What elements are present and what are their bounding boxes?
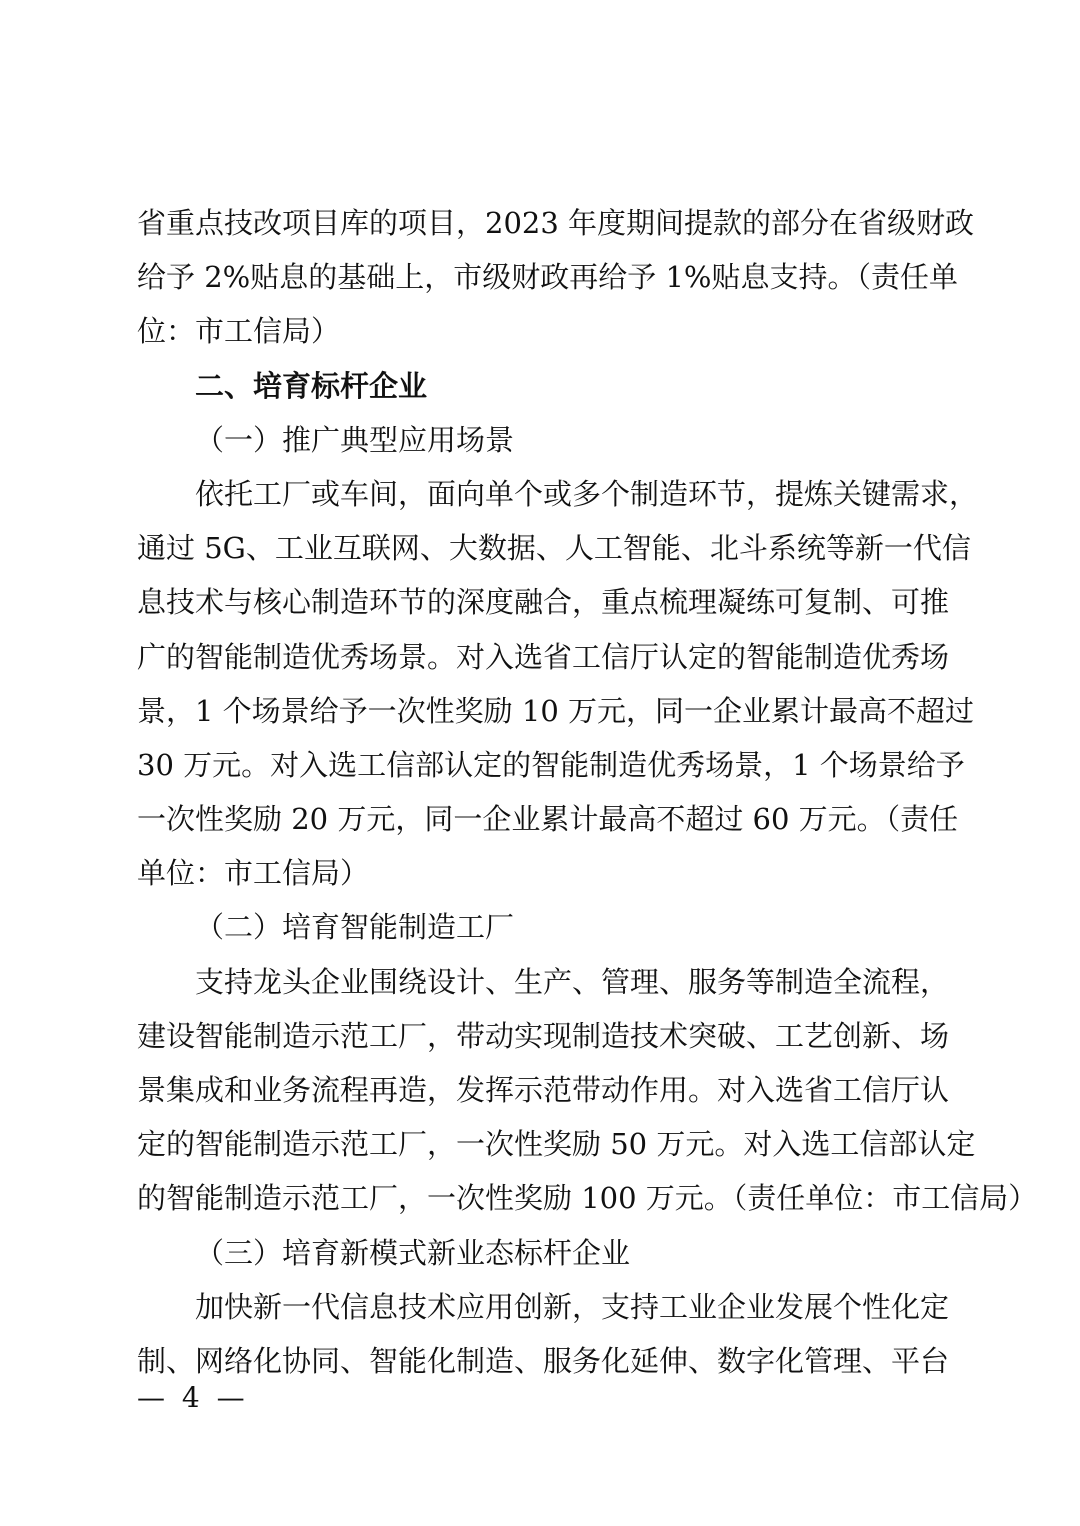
text-line: 依托工厂或车间，面向单个或多个制造环节，提炼关键需求， (195, 476, 979, 511)
text-line: 制、网络化协同、智能化制造、服务化延伸、数字化管理、平台 (137, 1343, 950, 1378)
text-line: 建设智能制造示范工厂，带动实现制造技术突破、工艺创新、场 (137, 1018, 950, 1053)
text-line: 一次性奖励 20 万元，同一企业累计最高不超过 60 万元。（责任 (137, 802, 959, 837)
text-line: 30 万元。对入选工信部认定的智能制造优秀场景，1 个场景给予 (137, 747, 965, 782)
section-heading: 二、培育标杆企业 (195, 368, 428, 403)
text-line: 息技术与核心制造环节的深度融合，重点梳理凝练可复制、可推 (137, 585, 950, 620)
text-line: 景集成和业务流程再造，发挥示范带动作用。对入选省工信厅认 (137, 1073, 950, 1107)
text-line: 的智能制造示范工厂，一次性奖励 100 万元。（责任单位：市工信局） (137, 1181, 1038, 1216)
text-line: 通过 5G、工业互联网、大数据、人工智能、北斗系统等新一代信 (137, 531, 971, 566)
text-line: 广的智能制造优秀场景。对入选省工信厅认定的智能制造优秀场 (137, 639, 950, 674)
text-line: 省重点技改项目库的项目，2023 年度期间提款的部分在省级财政 (137, 206, 975, 240)
text-line: 支持龙头企业围绕设计、生产、管理、服务等制造全流程， (195, 964, 950, 999)
subsection-heading: （一）推广典型应用场景 (195, 422, 515, 457)
text-line: 单位：市工信局） (137, 856, 370, 891)
body-text (137, 196, 1038, 1388)
text-line: 给予 2%贴息的基础上，市级财政再给予 1%贴息支持。（责任单 (137, 260, 958, 295)
subsection-heading: （三）培育新模式新业态标杆企业 (195, 1235, 631, 1270)
text-line: 景，1 个场景给予一次性奖励 10 万元，同一企业累计最高不超过 (137, 693, 975, 728)
text-line: 定的智能制造示范工厂，一次性奖励 50 万元。对入选工信部认定 (137, 1127, 976, 1162)
page-number: — 4 — (137, 1381, 249, 1414)
text-line: 位：市工信局） (137, 314, 341, 349)
text-line: 加快新一代信息技术应用创新，支持工业企业发展个性化定 (195, 1289, 950, 1324)
subsection-heading: （二）培育智能制造工厂 (195, 910, 515, 945)
